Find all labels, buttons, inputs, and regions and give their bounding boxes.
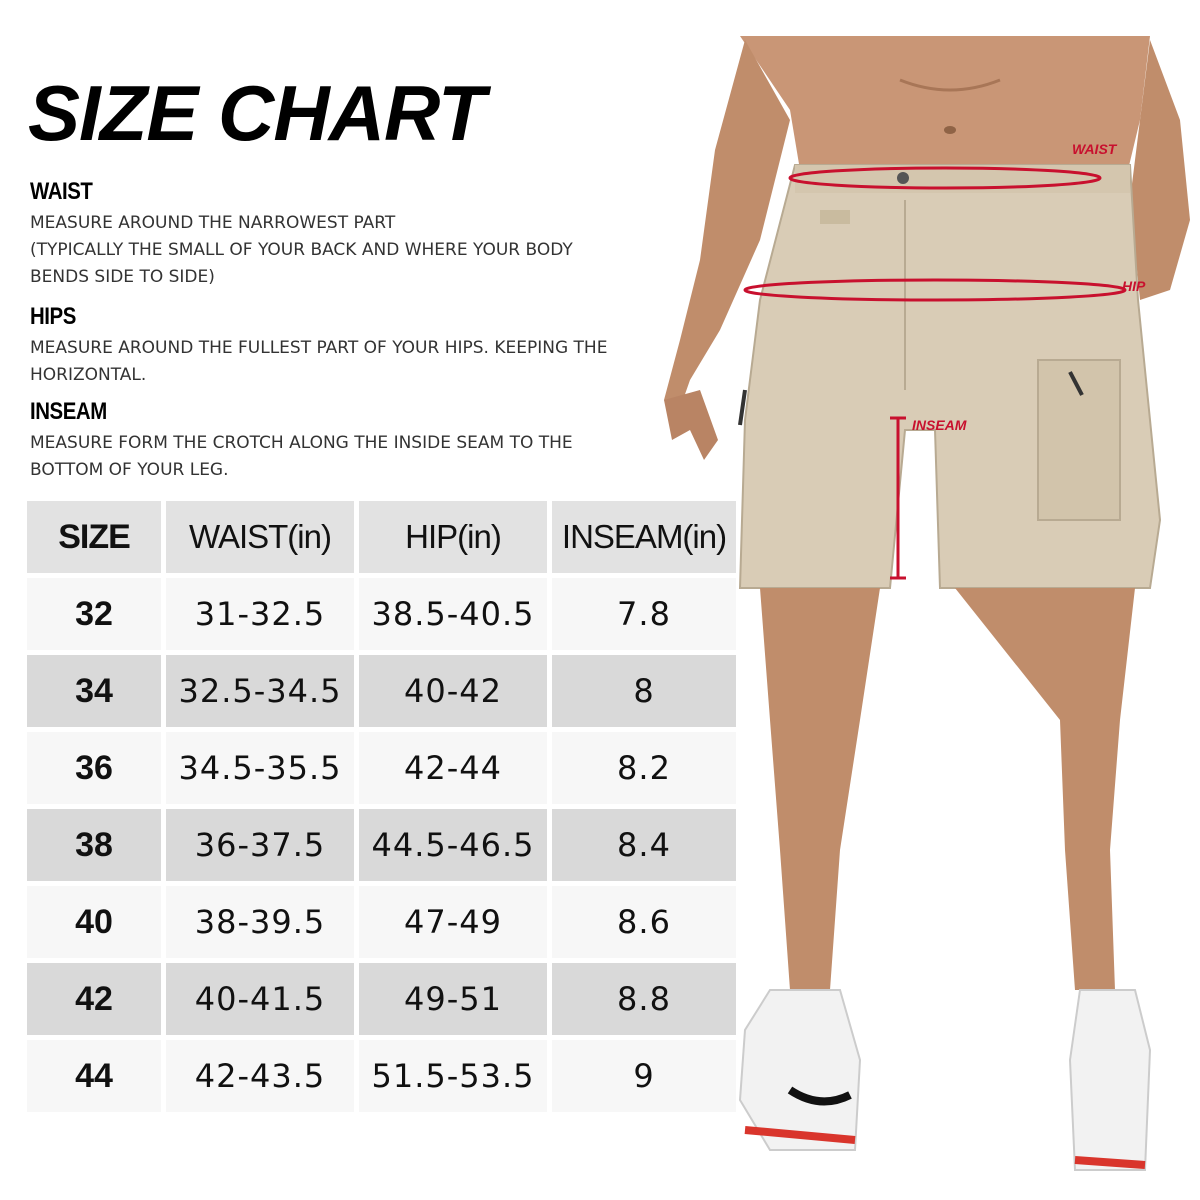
table-row [27,578,736,650]
cell-size: 42 [27,963,161,1035]
cell-hip: 51.5-53.5 [359,1040,547,1112]
hips-description [30,303,670,389]
cell-hip: 44.5-46.5 [359,809,547,881]
table-row [27,655,736,727]
cell-hip: 38.5-40.5 [359,578,547,650]
header-inseam: INSEAM(in) [552,501,736,573]
right-leg [955,588,1135,990]
cell-waist: 31-32.5 [166,578,354,650]
cell-size: 36 [27,732,161,804]
cell-inseam: 8.2 [552,732,736,804]
table-row [27,809,736,881]
inseam-measure-label: INSEAM [912,417,967,433]
cell-size: 44 [27,1040,161,1112]
table-header-row [27,501,736,573]
page-title: SIZE CHART [28,69,485,157]
waist-heading: WAIST [30,178,93,205]
hips-heading: HIPS [30,303,76,330]
cell-waist: 42-43.5 [166,1040,354,1112]
waist-description [30,178,670,291]
cell-inseam: 7.8 [552,578,736,650]
cell-inseam: 8.6 [552,886,736,958]
header-hip: HIP(in) [359,501,547,573]
right-shoe [1070,990,1150,1170]
cell-hip: 40-42 [359,655,547,727]
header-size: SIZE [27,501,161,573]
cell-waist: 34.5-35.5 [166,732,354,804]
cell-inseam: 8.8 [552,963,736,1035]
cell-size: 34 [27,655,161,727]
cell-waist: 40-41.5 [166,963,354,1035]
cell-inseam: 8 [552,655,736,727]
left-leg [760,588,880,990]
table-row [27,732,736,804]
inseam-text: MEASURE FORM THE CROTCH ALONG THE INSIDE SEAM TO THE BOTTOM OF YOUR LEG. [30,433,573,480]
left-shoe [740,990,860,1150]
model-photo [640,36,1200,1200]
cell-waist: 32.5-34.5 [166,655,354,727]
table-row [27,1040,736,1112]
cell-hip: 47-49 [359,886,547,958]
cell-size: 32 [27,578,161,650]
hip-measure-label: HIP [1122,278,1146,294]
waist-text: MEASURE AROUND THE NARROWEST PART (TYPICALLY THE SMALL OF YOUR BACK AND WHERE YOUR BODY BENDS SIDE TO SIDE) [30,213,573,287]
inseam-heading: INSEAM [30,398,107,425]
table-row [27,886,736,958]
cell-size: 40 [27,886,161,958]
header-waist: WAIST(in) [166,501,354,573]
waist-measure-label: WAIST [1072,141,1117,157]
table-row [27,963,736,1035]
size-table [22,496,741,1117]
cell-hip: 42-44 [359,732,547,804]
hips-text: MEASURE AROUND THE FULLEST PART OF YOUR HIPS. KEEPING THE HORIZONTAL. [30,338,608,385]
cell-inseam: 9 [552,1040,736,1112]
cell-waist: 36-37.5 [166,809,354,881]
cell-size: 38 [27,809,161,881]
cell-waist: 38-39.5 [166,886,354,958]
cell-hip: 49-51 [359,963,547,1035]
cell-inseam: 8.4 [552,809,736,881]
inseam-description [30,398,670,484]
